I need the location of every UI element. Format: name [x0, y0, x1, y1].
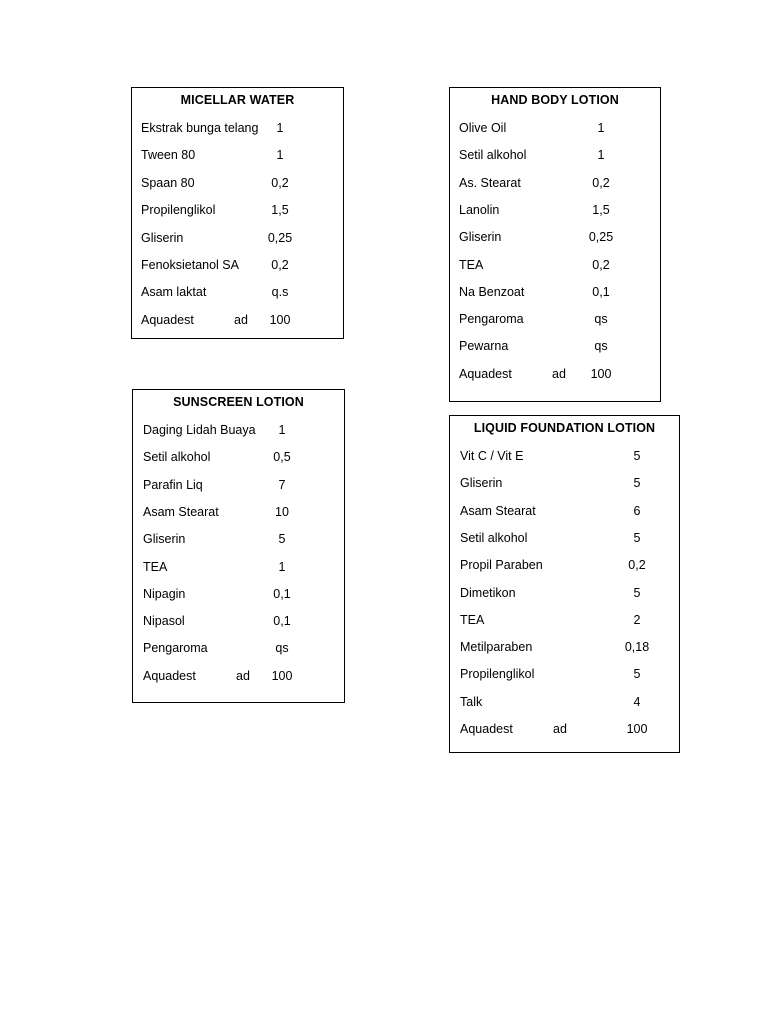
ingredient-quantity: 1	[597, 148, 605, 163]
ingredient-quantity: 0,18	[624, 640, 650, 655]
ingredient-quantity: 7	[278, 477, 286, 492]
ingredient-row	[450, 284, 660, 300]
ingredient-name: Aquadest	[141, 312, 194, 327]
ingredient-row	[450, 120, 660, 136]
ingredient-name: TEA	[460, 612, 485, 627]
ingredient-row	[133, 477, 344, 493]
ingredient-row	[450, 503, 679, 519]
ingredient-row	[132, 312, 343, 328]
ingredient-row	[133, 586, 344, 602]
ingredient-quantity: 1,5	[592, 202, 610, 217]
ingredient-row	[133, 422, 344, 438]
ingredient-row	[132, 257, 343, 273]
ingredient-row	[450, 666, 679, 682]
ingredient-name: Gliserin	[460, 476, 503, 491]
ingredient-row	[133, 504, 344, 520]
ingredient-quantity: 0,1	[273, 586, 291, 601]
ingredient-name: Propilenglikol	[460, 667, 535, 682]
ingredient-quantity: qs	[594, 312, 608, 327]
ingredient-row	[450, 311, 660, 327]
micellar-water-title: MICELLAR WATER	[180, 93, 295, 107]
ingredient-quantity: 5	[633, 585, 641, 600]
ingredient-row	[450, 721, 679, 737]
liquid-foundation-lotion-rows	[450, 416, 679, 752]
ingredient-name: Na Benzoat	[459, 284, 525, 299]
ingredient-name: Setil alkohol	[143, 450, 211, 465]
ingredient-name: Daging Lidah Buaya	[143, 423, 256, 437]
ingredient-row	[450, 639, 679, 655]
ingredient-quantity: 2	[633, 612, 641, 627]
ingredient-quantity: 0,5	[273, 450, 291, 465]
hand-body-lotion-box	[449, 87, 661, 402]
ingredient-quantity: 4	[633, 694, 641, 709]
ingredient-row	[133, 668, 344, 684]
ingredient-name: Talk	[460, 694, 483, 709]
ingredient-quantity: 5	[633, 449, 641, 463]
ingredient-name: Fenoksietanol SA	[141, 258, 239, 272]
ingredient-name: Nipasol	[143, 614, 185, 629]
ingredient-name: Dimetikon	[460, 585, 516, 600]
liquid-foundation-lotion-box	[449, 415, 680, 753]
sunscreen-lotion-rows	[133, 390, 344, 702]
ingredient-row	[450, 366, 660, 382]
ingredient-quantity: 0,2	[592, 257, 610, 272]
ingredient-quantity: 6	[633, 503, 641, 518]
ingredient-quantity: 1	[278, 423, 286, 437]
ingredient-name: Lanolin	[459, 202, 500, 217]
ingredient-name: Olive Oil	[459, 121, 507, 135]
ingredient-quantity: 0,2	[271, 175, 289, 190]
ingredient-row	[450, 557, 679, 573]
ingredient-quantity: 1	[597, 121, 605, 135]
ingredient-name: TEA	[459, 257, 484, 272]
ingredient-row	[450, 175, 660, 191]
ingredient-ad: ad	[553, 722, 567, 736]
micellar-water-rows	[132, 88, 343, 338]
ingredient-row	[133, 640, 344, 656]
ingredient-name: Pewarna	[459, 339, 509, 354]
ingredient-quantity: 0,1	[592, 284, 610, 299]
ingredient-row	[450, 530, 679, 546]
ingredient-name: TEA	[143, 559, 168, 574]
ingredient-quantity: 5	[278, 532, 286, 547]
ingredient-row	[450, 147, 660, 163]
ingredient-row	[450, 202, 660, 218]
sunscreen-lotion-box	[132, 389, 345, 703]
ingredient-ad: ad	[236, 668, 250, 683]
ingredient-name: Setil alkohol	[460, 530, 528, 545]
ingredient-quantity: 5	[633, 476, 641, 491]
ingredient-row	[132, 120, 343, 136]
ingredient-name: Pengaroma	[143, 641, 208, 656]
ingredient-name: Asam Stearat	[460, 503, 536, 518]
ingredient-quantity: 100	[626, 722, 648, 736]
ingredient-name: Spaan 80	[141, 175, 195, 190]
ingredient-row	[450, 475, 679, 491]
ingredient-row	[450, 257, 660, 273]
ingredient-name: Setil alkohol	[459, 148, 527, 163]
ingredient-row	[450, 694, 679, 710]
ingredient-quantity: 5	[633, 667, 641, 682]
ingredient-quantity: 0,2	[592, 175, 610, 190]
ingredient-name: Gliserin	[141, 230, 184, 245]
ingredient-row	[450, 612, 679, 628]
ingredient-quantity: 100	[269, 312, 291, 327]
ingredient-row	[133, 613, 344, 629]
ingredient-name: Aquadest	[460, 722, 513, 736]
ingredient-quantity: 1	[278, 559, 286, 574]
ingredient-quantity: 100	[271, 668, 293, 683]
ingredient-name: Propil Paraben	[460, 558, 543, 573]
ingredient-row	[132, 230, 343, 246]
ingredient-row	[450, 585, 679, 601]
ingredient-quantity: 0,1	[273, 614, 291, 629]
ingredient-row	[132, 147, 343, 163]
ingredient-quantity: 5	[633, 530, 641, 545]
ingredient-name: Aquadest	[459, 366, 512, 381]
ingredient-quantity: qs	[594, 339, 608, 354]
ingredient-name: As. Stearat	[459, 175, 521, 190]
hand-body-lotion-rows	[450, 88, 660, 401]
ingredient-row	[450, 229, 660, 245]
micellar-water-box	[131, 87, 344, 339]
ingredient-name: Asam Stearat	[143, 504, 219, 519]
ingredient-row	[132, 202, 343, 218]
ingredient-name: Ekstrak bunga telang	[141, 121, 259, 135]
ingredient-name: Metilparaben	[460, 640, 533, 655]
ingredient-name: Nipagin	[143, 586, 186, 601]
ingredient-quantity: q.s	[271, 285, 289, 300]
sunscreen-lotion-title: SUNSCREEN LOTION	[173, 395, 304, 409]
ingredient-quantity: 0,25	[588, 230, 614, 245]
ingredient-row	[132, 175, 343, 191]
ingredient-name: Gliserin	[143, 532, 186, 547]
ingredient-name: Aquadest	[143, 668, 196, 683]
ingredient-row	[133, 449, 344, 465]
ingredient-row	[132, 284, 343, 300]
ingredient-name: Vit C / Vit E	[460, 449, 524, 463]
ingredient-quantity: qs	[275, 641, 289, 656]
ingredient-row	[450, 338, 660, 354]
ingredient-quantity: 100	[590, 366, 612, 381]
ingredient-quantity: 0,2	[628, 558, 646, 573]
ingredient-name: Propilenglikol	[141, 203, 216, 218]
hand-body-lotion-title: HAND BODY LOTION	[491, 93, 619, 107]
ingredient-row	[133, 559, 344, 575]
ingredient-quantity: 1	[276, 148, 284, 163]
ingredient-name: Tween 80	[141, 148, 196, 163]
ingredient-quantity: 1,5	[271, 203, 289, 218]
ingredient-quantity: 0,25	[267, 230, 293, 245]
liquid-foundation-lotion-title: LIQUID FOUNDATION LOTION	[473, 421, 656, 435]
ingredient-row	[450, 448, 679, 464]
ingredient-quantity: 10	[275, 504, 289, 519]
ingredient-quantity: 1	[276, 121, 284, 135]
ingredient-name: Gliserin	[459, 230, 502, 245]
ingredient-name: Parafin Liq	[143, 477, 203, 492]
ingredient-quantity: 0,2	[271, 258, 289, 272]
ingredient-row	[133, 531, 344, 547]
ingredient-name: Pengaroma	[459, 312, 524, 327]
ingredient-ad: ad	[234, 312, 248, 327]
ingredient-name: Asam laktat	[141, 285, 207, 300]
ingredient-ad: ad	[552, 366, 566, 381]
